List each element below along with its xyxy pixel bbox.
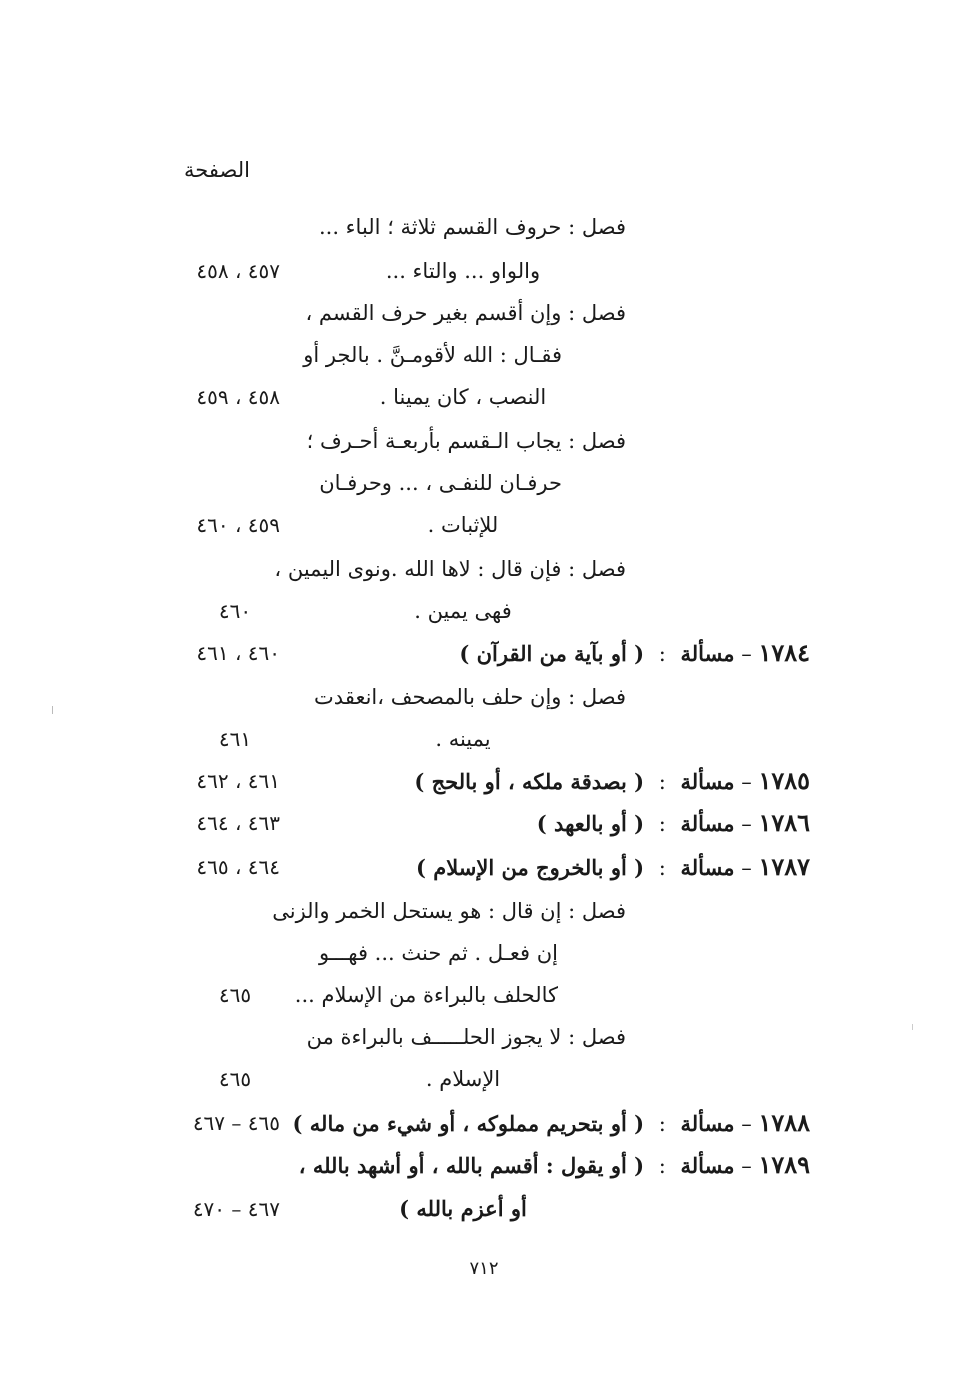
- index-row: [0, 718, 968, 760]
- page-reference: ٤٥٩ ، ٤٦٠: [196, 513, 280, 537]
- index-row: [0, 760, 968, 802]
- index-row: [0, 632, 968, 674]
- scan-mark: [52, 706, 53, 714]
- page-reference: ٤٦١ ، ٤٦٢: [196, 769, 280, 793]
- masala-entry: ١٧٨٤ – مسألة : ( أو بآية من القرآن ): [459, 638, 810, 667]
- section-entry-continuation: الإسلام .: [425, 1067, 501, 1091]
- index-row: [0, 974, 968, 1016]
- section-entry: فصل : وإن أقسم بغير حرف القسم ،: [305, 301, 626, 325]
- page-reference: ٤٦١: [218, 727, 252, 751]
- index-row: [0, 1016, 968, 1058]
- masala-topic: ( أو بآية من القرآن ): [459, 641, 645, 666]
- index-row: [0, 504, 968, 546]
- masala-number: ١٧٨٨: [758, 1108, 810, 1137]
- section-entry-continuation: للإثبات .: [427, 513, 499, 537]
- section-entry: فصل : وإن حلف بالمصحف ،انعقدت: [314, 685, 626, 709]
- page-reference: ٤٦٠ ، ٤٦١: [196, 641, 280, 665]
- masala-label: مسألة: [680, 769, 735, 794]
- masala-label: مسألة: [680, 855, 735, 880]
- masala-topic: ( أو بتحريم مملوكه ، أو شيء من ماله ): [292, 1111, 645, 1136]
- page-reference: ٤٥٨ ، ٤٥٩: [196, 385, 280, 409]
- index-row: [0, 548, 968, 590]
- masala-number: ١٧٨٤: [758, 638, 810, 667]
- section-entry-continuation: فقـال : الله لأقومـنَّ . بالجر أو: [303, 343, 562, 367]
- section-entry: فصل : حروف القسم ثلاثة ؛ الباء ...: [318, 215, 626, 239]
- masala-entry: ١٧٨٧ – مسألة : ( أو بالخروج من الإسلام ): [416, 852, 810, 881]
- index-row: [0, 292, 968, 334]
- masala-entry: ١٧٨٨ – مسألة : ( أو بتحريم مملوكه ، أو شيء من ماله ): [292, 1108, 810, 1137]
- index-row: [0, 802, 968, 844]
- section-entry-continuation: والواو ... والتاء ...: [385, 259, 541, 283]
- index-row: [0, 1188, 968, 1230]
- section-entry: فصل : إن قال : هو يستحل الخمر والزنى: [272, 899, 626, 923]
- masala-topic-continuation: أو أعزم بالله ): [399, 1196, 527, 1221]
- masala-number: ١٧٨٦: [758, 808, 810, 837]
- index-row: [0, 890, 968, 932]
- section-entry-continuation: إن فعـل . ثم حنث ... فهـــو: [318, 941, 558, 965]
- page-reference: ٤٦٥: [218, 1067, 252, 1091]
- index-row: [0, 932, 968, 974]
- index-row: [0, 676, 968, 718]
- page-reference: ٤٦٧ – ٤٧٠: [192, 1197, 280, 1221]
- index-row: [0, 1102, 968, 1144]
- masala-entry: ١٧٨٩ – مسألة : ( أو يقول : أقسم بالله ، أو أشهد بالله ،: [298, 1150, 810, 1179]
- index-row: [0, 420, 968, 462]
- masala-label: مسألة: [680, 811, 735, 836]
- page-reference: ٤٥٧ ، ٤٥٨: [196, 259, 280, 283]
- index-row: [0, 590, 968, 632]
- section-entry: فصل : فإن قال : لاها الله .ونوى اليمين ،: [274, 557, 626, 581]
- section-entry-continuation: يمينه .: [435, 727, 491, 751]
- masala-topic: ( بصدقة ملكه ، أو بالحج ): [414, 769, 645, 794]
- index-row: [0, 1144, 968, 1186]
- section-entry: فصل : لا يجوز الحلـــــف بالبراءة من: [306, 1025, 626, 1049]
- masala-number: ١٧٨٩: [758, 1150, 810, 1179]
- masala-number: ١٧٨٧: [758, 852, 810, 881]
- page-reference: ٤٦٥ – ٤٦٧: [192, 1111, 280, 1135]
- index-row: [0, 376, 968, 418]
- masala-topic: ( أو بالعهد ): [536, 811, 645, 836]
- index-row: [0, 334, 968, 376]
- section-entry-continuation: كالحلف بالبراءة من الإسلام ...: [294, 983, 558, 1007]
- masala-label: مسألة: [680, 641, 735, 666]
- section-entry-continuation: فهى يمين .: [414, 599, 512, 623]
- masala-topic: ( أو يقول : أقسم بالله ، أو أشهد بالله ،: [298, 1153, 645, 1178]
- masala-topic: ( أو بالخروج من الإسلام ): [416, 855, 645, 880]
- index-row: [0, 462, 968, 504]
- section-entry-continuation: حرفـان للنفـى ، ... وحرفـان: [319, 471, 562, 495]
- section-entry: فصل : يجاب الـقسم بأربعـة أحـرف ؛: [306, 429, 626, 453]
- masala-entry: ١٧٨٦ – مسألة : ( أو بالعهد ): [536, 808, 810, 837]
- page-column-header: الصفحة: [184, 158, 250, 182]
- index-row: [0, 1058, 968, 1100]
- page-number: ٧١٢: [469, 1258, 499, 1279]
- page-reference: ٤٦٣ ، ٤٦٤: [196, 811, 280, 835]
- masala-entry: ١٧٨٥ – مسألة : ( بصدقة ملكه ، أو بالحج ): [414, 766, 810, 795]
- scan-mark: [912, 1024, 913, 1030]
- page-reference: ٤٦٠: [218, 599, 252, 623]
- page-reference: ٤٦٥: [218, 983, 252, 1007]
- masala-label: مسألة: [680, 1153, 735, 1178]
- page-reference: ٤٦٤ ، ٤٦٥: [196, 855, 280, 879]
- section-entry-continuation: النصب ، كان يمينا .: [379, 385, 547, 409]
- masala-label: مسألة: [680, 1111, 735, 1136]
- index-row: [0, 846, 968, 888]
- index-row: [0, 206, 968, 248]
- index-row: [0, 250, 968, 292]
- masala-number: ١٧٨٥: [758, 766, 810, 795]
